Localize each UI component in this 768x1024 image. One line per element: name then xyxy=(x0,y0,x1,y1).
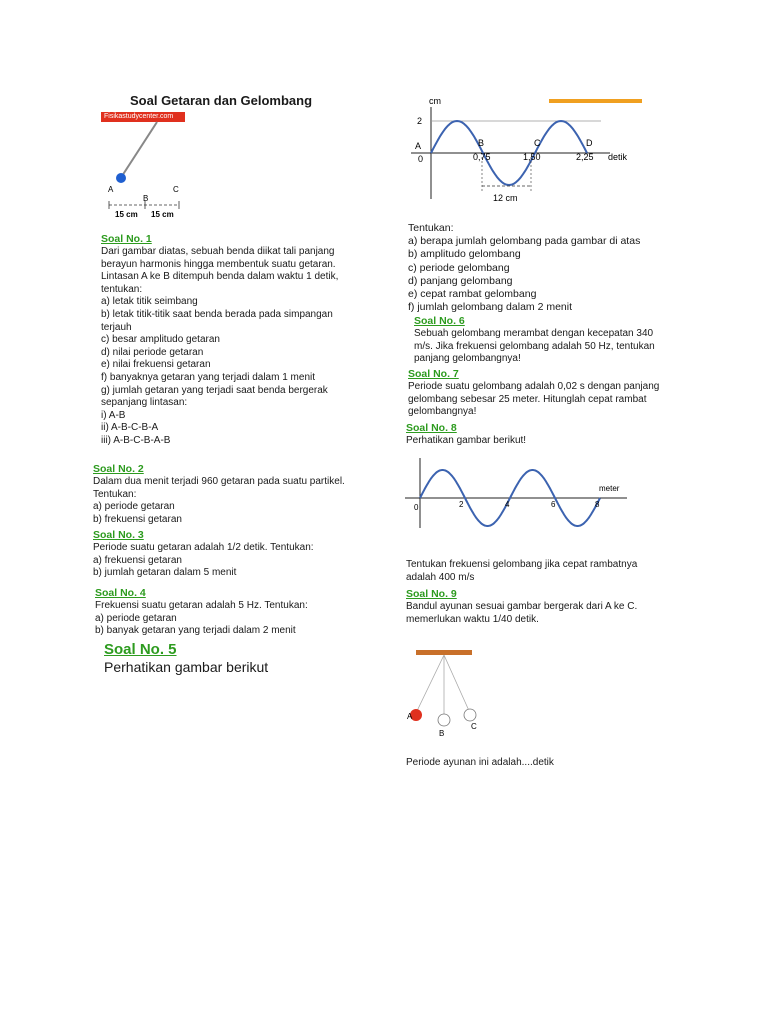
text-line: Lintasan A ke B ditempuh benda dalam waktu 1 detik, xyxy=(101,271,339,283)
zero-label: 0 xyxy=(418,154,424,164)
left-distance: 15 cm xyxy=(115,210,138,219)
soal-9-heading: Soal No. 9 xyxy=(406,588,457,600)
soal-1-heading: Soal No. 1 xyxy=(101,233,152,245)
soal-7-heading: Soal No. 7 xyxy=(408,368,459,380)
tick-6: 6 xyxy=(551,500,556,509)
text-line: terjauh xyxy=(101,321,132,333)
text-line: Perhatikan gambar berikut xyxy=(104,659,269,675)
right-distance: 15 cm xyxy=(151,210,174,219)
soal-3-text xyxy=(93,542,314,580)
soal-3-heading: Soal No. 3 xyxy=(93,529,144,541)
text-line: b) letak titik-titik saat benda berada pada simpangan xyxy=(101,308,333,320)
wave-diagram-1 xyxy=(405,93,635,208)
x-unit-2: meter xyxy=(599,484,620,493)
soal-2 xyxy=(93,463,345,526)
text-line: Dalam dua menit terjadi 960 getaran pada suatu partikel. xyxy=(93,476,345,487)
soal-3 xyxy=(93,529,314,580)
fig9-label-c: C xyxy=(471,722,477,731)
amplitude-label: 2 xyxy=(417,116,423,126)
soal-4 xyxy=(95,587,308,638)
soal-6-text xyxy=(414,328,655,366)
text-line: Periode ayunan ini adalah....detik xyxy=(406,757,554,768)
text-line: d) nilai periode getaran xyxy=(101,346,204,358)
soal-1-text xyxy=(101,246,338,448)
soal-2-text xyxy=(93,476,345,526)
soal-5 xyxy=(104,641,268,676)
tick-2: 2 xyxy=(459,500,464,509)
text-line: b) jumlah getaran dalam 5 menit xyxy=(93,567,237,579)
fig9-label-a: A xyxy=(407,712,413,721)
tick-8: 8 xyxy=(595,500,600,509)
soal-9-question-text xyxy=(406,757,554,770)
soal-5-tasks-text xyxy=(408,222,640,314)
text-line: sepanjang lintasan: xyxy=(101,397,188,409)
label-b: B xyxy=(143,194,149,203)
text-line: a) letak titik seimbang xyxy=(101,296,198,308)
soal-5-heading: Soal No. 5 xyxy=(104,641,177,658)
text-line: a) periode getaran xyxy=(95,612,177,624)
soal-4-text xyxy=(95,600,308,638)
pendulum-string xyxy=(122,122,157,176)
tick-0: 0 xyxy=(414,503,419,512)
soal-8-heading: Soal No. 8 xyxy=(406,422,457,434)
text-line: a) berapa jumlah gelombang pada gambar di atas xyxy=(408,235,641,248)
point-a: A xyxy=(415,141,422,151)
pendulum-bob xyxy=(116,173,126,183)
text-line: tentukan: xyxy=(101,283,143,295)
soal-7-text xyxy=(408,381,659,419)
text-line: iii) A-B-C-B-A-B xyxy=(101,434,171,446)
text-line: memerlukan waktu 1/40 detik. xyxy=(406,613,539,625)
soal-4-heading: Soal No. 4 xyxy=(95,587,146,599)
text-line: b) amplitudo gelombang xyxy=(408,248,521,261)
point-c: C xyxy=(534,138,541,148)
x-unit: detik xyxy=(608,152,628,162)
text-line: Dari gambar diatas, sebuah benda diikat tali panjang xyxy=(101,246,335,257)
soal-8 xyxy=(406,422,526,448)
text-line: i) A-B xyxy=(101,409,126,421)
soal-5-tasks xyxy=(408,222,640,314)
label-a: A xyxy=(108,185,114,194)
soal-2-heading: Soal No. 2 xyxy=(93,463,144,475)
text-line: e) cepat rambat gelombang xyxy=(408,288,537,301)
text-line: c) periode gelombang xyxy=(408,261,510,274)
page-title: Soal Getaran dan Gelombang xyxy=(130,93,313,108)
soal-7 xyxy=(408,368,659,419)
soal-5-text xyxy=(104,659,268,676)
bob-b xyxy=(438,714,450,726)
soal-8-question-text xyxy=(406,559,637,584)
text-line: gelombangnya! xyxy=(408,406,477,418)
text-line: Tentukan: xyxy=(408,222,454,234)
soal-6 xyxy=(414,315,655,366)
text-line: f) banyaknya getaran yang terjadi dalam 1 menit xyxy=(101,371,316,383)
text-line: d) panjang gelombang xyxy=(408,274,513,287)
label-c: C xyxy=(173,185,179,194)
text-line: Sebuah gelombang merambat dengan kecepatan 340 xyxy=(414,328,654,339)
text-line: Frekuensi suatu getaran adalah 5 Hz. Tentukan: xyxy=(95,600,308,611)
span-label: 12 cm xyxy=(493,193,518,203)
wave-diagram-2 xyxy=(405,453,635,538)
pendulum-figure-9 xyxy=(400,645,490,740)
text-line: Periode suatu getaran adalah 1/2 detik. Tentukan: xyxy=(93,542,314,553)
text-line: g) jumlah getaran yang terjadi saat benda bergerak xyxy=(101,384,328,396)
x-tick-3: 2,25 xyxy=(576,152,594,162)
soal-9 xyxy=(406,588,637,626)
x-tick-1: 0,75 xyxy=(473,152,491,162)
text-line: gelombang sebesar 25 meter. Hitunglah cepat rambat xyxy=(408,393,647,405)
tick-4: 4 xyxy=(505,500,510,509)
text-line: Periode suatu gelombang adalah 0,02 s dengan panjang xyxy=(408,381,660,392)
soal-1 xyxy=(101,233,338,448)
soal-9-text xyxy=(406,601,637,626)
y-unit: cm xyxy=(429,96,441,106)
site-tag: Fisikastudycenter.com xyxy=(101,112,185,122)
point-d: D xyxy=(586,138,593,148)
point-b: B xyxy=(478,138,485,148)
text-line: panjang gelombangnya! xyxy=(414,353,521,365)
fig9-label-b: B xyxy=(439,729,445,738)
text-line: a) frekuensi getaran xyxy=(93,554,182,566)
soal-9-question xyxy=(406,757,554,770)
text-line: b) frekuensi getaran xyxy=(93,513,182,525)
pendulum-ceiling xyxy=(416,650,472,655)
text-line: adalah 400 m/s xyxy=(406,571,475,583)
text-line: c) besar amplitudo getaran xyxy=(101,334,220,346)
text-line: Perhatikan gambar berikut! xyxy=(406,435,527,446)
text-line: Tentukan frekuensi gelombang jika cepat rambatnya xyxy=(406,559,638,570)
text-line: e) nilai frekuensi getaran xyxy=(101,359,211,371)
soal-6-heading: Soal No. 6 xyxy=(414,315,465,327)
text-line: a) periode getaran xyxy=(93,501,175,513)
text-line: ii) A-B-C-B-A xyxy=(101,422,159,434)
pendulum-figure-1 xyxy=(95,118,205,223)
text-line: Bandul ayunan sesuai gambar bergerak dari A ke C. xyxy=(406,601,638,612)
bob-c xyxy=(464,709,476,721)
text-line: f) jumlah gelombang dalam 2 menit xyxy=(408,301,573,314)
soal-8-text xyxy=(406,435,526,448)
soal-8-question xyxy=(406,559,637,584)
x-tick-2: 1,50 xyxy=(523,152,541,162)
text-line: b) banyak getaran yang terjadi dalam 2 menit xyxy=(95,625,296,637)
text-line: Tentukan: xyxy=(93,488,137,500)
text-line: m/s. Jika frekuensi gelombang adalah 50 Hz, tentukan xyxy=(414,340,655,352)
text-line: berayun harmonis hingga membentuk suatu getaran. xyxy=(101,258,336,270)
